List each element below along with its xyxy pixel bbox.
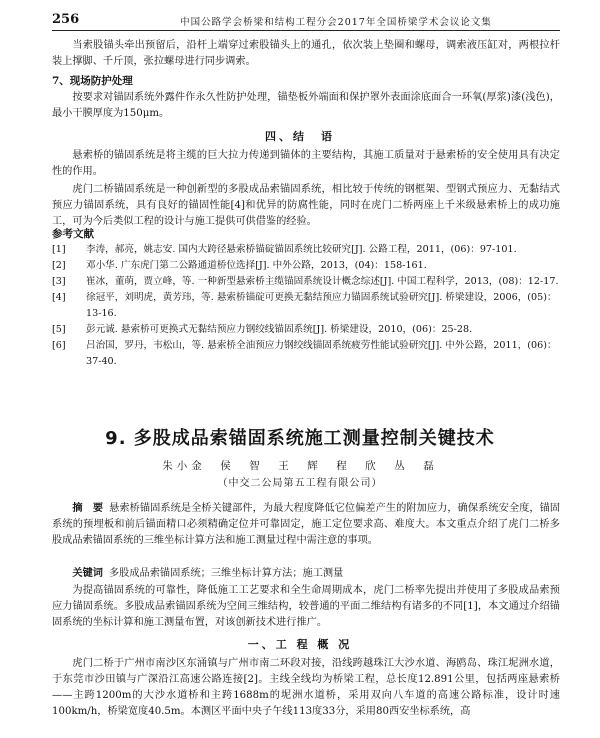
reference-item bbox=[52, 242, 560, 258]
keywords-text: 多股成品索锚固系统；三维坐标计算方法；施工测量 bbox=[108, 568, 344, 579]
reference-item bbox=[52, 258, 560, 274]
conclusion-paragraph-1: 悬索桥的锚固系统是将主缆的巨大拉力传递到锚体的主要结构，其施工质量对于悬索桥的安全使用具有决定性的作用。 bbox=[52, 150, 560, 177]
abstract bbox=[52, 500, 560, 549]
carryover-paragraph: 当索股锚头牵出预留后，沿杆上端穿过索股锚头上的通孔，依次装上垫圈和螺母，调索液压缸对，两根拉杆装上撑脚、千斤顶，张拉螺母进行同步调索。 bbox=[52, 40, 560, 67]
reference-text: 李涛，郝亮，姚志安. 国内大跨径悬索桥锚碇锚固系统比较研究[J]. 公路工程，2011，(06)：97-101. bbox=[86, 244, 517, 255]
abstract-label: 摘 要 bbox=[72, 502, 104, 514]
reference-item bbox=[52, 290, 560, 322]
running-header bbox=[52, 12, 560, 31]
keywords bbox=[52, 565, 560, 582]
reference-item bbox=[52, 274, 560, 290]
reference-list bbox=[52, 242, 560, 370]
subsection-text: 按要求对锚固系统外露件作永久性防护处理，锚垫板外端面和保护罩外表面涂底面合一环氧(厚浆)漆(浅色)，最小干膜厚度为150μm。 bbox=[52, 92, 560, 119]
overview-heading: 一、工 程 概 况 bbox=[247, 638, 353, 651]
reference-text: 邓小华. 广东虎门第二公路通道桥位选择[J]. 中外公路，2013，(04)：158-161. bbox=[86, 260, 427, 271]
subsection-heading: 7、现场防护处理 bbox=[52, 75, 133, 87]
reference-text: 徐冠平，刘明虎，黄芳玮，等. 悬索桥锚碇可更换无黏结预应力锚固系统试验研究[J]. 桥梁建设，2006，(05)：13-16. bbox=[86, 292, 557, 319]
conclusion-paragraph-2: 虎门二桥锚固系统是一种创新型的多股成品索锚固系统，相比较于传统的钢框架、型钢式预应力、无黏结式预应力锚固系统，具有良好的锚固性能[4]和优异的防腐性能，同时在虎门二桥两座上千米级悬索桥上的成功施工，可为今后类似工程的设计与施工提供可供借鉴的经验。 bbox=[52, 184, 560, 227]
conclusion-heading: 四、结 语 bbox=[265, 130, 335, 143]
reference-text: 彭元诚. 悬索桥可更换式无黏结预应力钢绞线锚固系统[J]. 桥梁建设，2010，(06)：25-28. bbox=[86, 324, 473, 335]
article-authors: 朱小金 侯 智 王 辉 程 欣 丛 磊 bbox=[162, 460, 438, 472]
intro-paragraph: 为提高锚固系统的可靠性，降低施工工艺要求和全生命周期成本，虎门二桥率先提出并使用了多股成品索预应力锚固系统。多股成品索锚固系统为空间三维结构，较普通的平面二维结构有诸多的不同[1]，本文通过介绍锚固系统的坐标计算和施工测量布置，对该创新技术进行推广。 bbox=[52, 585, 560, 628]
reference-number: [1] bbox=[52, 244, 66, 255]
references-heading: 参考文献 bbox=[52, 228, 94, 240]
reference-item bbox=[52, 322, 560, 338]
reference-text: 吕治国，罗丹，韦松山，等. 悬索桥全油预应力钢绞线锚固系统疲劳性能试验研究[J]. 中外公路，2011，(06)：37-40. bbox=[86, 340, 557, 367]
abstract-text: 悬索桥锚固系统是全桥关键部件，为最大程度降低它位偏差产生的附加应力，确保系统安全度，锚固系统的预埋板和前后锚面精口必须精确定位并可靠固定，施工定位要求高、难度大。本文重点介绍了虎门二桥多股成品索锚固系统的三维坐标计算方法和施工测量过程中需注意的事项。 bbox=[52, 503, 561, 546]
page-number: 256 bbox=[52, 12, 80, 27]
overview-paragraph: 虎门二桥于广州市南沙区东涌镇与广州市南二环段对接，沿线跨越珠江大沙水道、海鸥岛、珠江坭洲水道，于东莞市沙田镇与广深沿江高速公路连接[2]。主线全线均为桥梁工程，总长度12.891公里，包括两座悬索桥——主跨1200m的大沙水道桥和主跨1688m的坭洲水道桥，采用双向八车道的高速公路标准，设计时速100km/h，桥梁宽度40.5m。本测区平面中央子午线113度33分，采用80西安坐标系统，高 bbox=[52, 658, 560, 717]
reference-number: [5] bbox=[52, 324, 66, 335]
reference-number: [6] bbox=[52, 340, 66, 351]
keywords-label: 关键词 bbox=[72, 567, 103, 579]
reference-text: 崔冰，董萌，贾立峰，等. 一种新型悬索桥主缆锚固系统设计概念综述[J]. 中国工程科学，2013，(08)：12-17. bbox=[86, 276, 559, 287]
reference-number: [2] bbox=[52, 260, 66, 271]
article-title: 9. 多股成品索锚固系统施工测量控制关键技术 bbox=[105, 428, 495, 449]
reference-item bbox=[52, 338, 560, 370]
reference-number: [3] bbox=[52, 276, 66, 287]
article-affiliation: （中交二公局第五工程有限公司） bbox=[217, 478, 383, 489]
reference-number: [4] bbox=[52, 292, 66, 303]
journal-title: 中国公路学会桥梁和结构工程分会2017年全国桥梁学术会议论文集 bbox=[180, 17, 492, 28]
